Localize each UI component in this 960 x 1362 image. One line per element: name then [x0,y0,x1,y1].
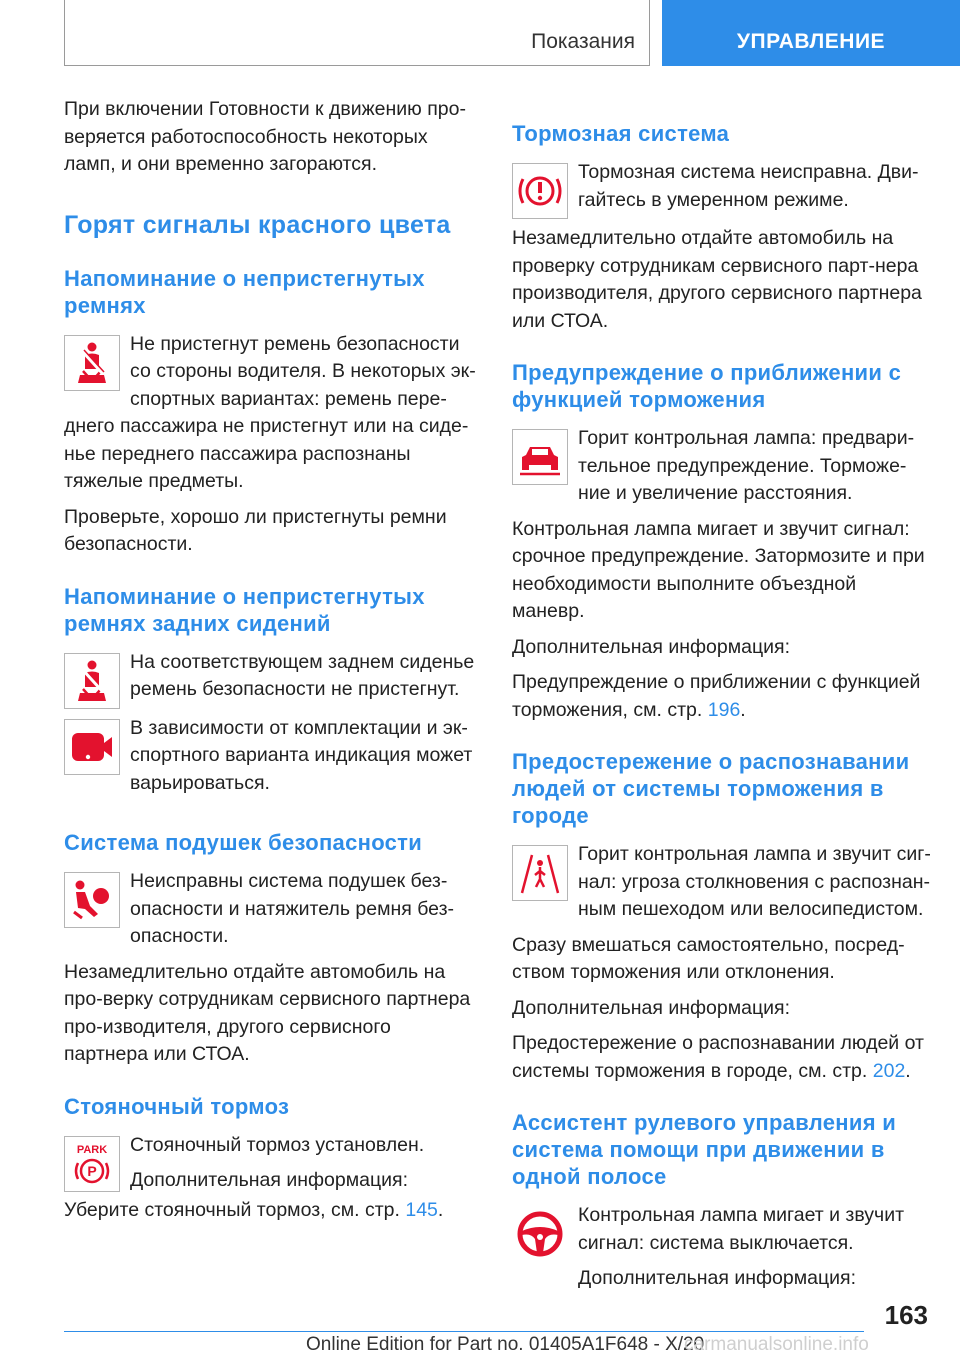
steering-wheel-icon [512,1206,568,1262]
rear-seat-variation-text: В зависимости от комплектации и эк-спортного варианта индикация может варьироваться. [130,716,473,794]
collision-page-link[interactable]: 196 [707,698,741,721]
seatbelt-heading: Напоминание о непристегнутых ремнях [64,265,425,318]
parking-ref-period: . [437,1198,444,1221]
rear-seatbelt-text: На соответствующем заднем сиденье ремень безопасности не пристегнут. [130,650,475,700]
collision-ref-period: . [740,698,746,721]
steering-text: Контрольная лампа мигает и звучит сигнал: система выключается. [578,1204,905,1254]
collision-more-info: Дополнительная информация: [512,635,791,658]
header-chapter-tab[interactable] [662,0,960,66]
seatbelt-warning [64,331,478,504]
header-section-title: Показания [531,30,635,53]
rear-seatbelt-heading: Напоминание о непристегнутых ремнях задних сидений [64,583,425,636]
airbag-text: Неисправны система подушек без-опасности и натяжитель ремня без-опасности. [130,870,455,947]
pedestrian-more-info: Дополнительная информация: [512,996,791,1019]
footer-edition: Online Edition for Part no. 01405A1F648 - X/20 [306,1334,705,1355]
parking-brake-icon [64,1136,120,1192]
airbag-heading: Система подушек безопасности [64,830,423,855]
steering-warning [512,1202,932,1301]
airbag-icon [64,872,120,928]
parking-ref-text: Уберите стояночный тормоз, см. стр. [64,1198,400,1221]
parking-brake-warning [64,1132,478,1203]
pedestrian-text-2: Сразу вмешаться самостоятельно, посред-ством торможения или отклонения. [512,933,905,983]
brake-text: Тормозная система неисправна. Дви-гайтесь в умеренном режиме. [578,161,919,211]
brake-action-text: Незамедлительно отдайте автомобиль на проверку сотрудникам сервисного парт-нера производителя, другого сервисного партнера или СТОА. [512,227,922,332]
parking-page-link[interactable]: 145 [405,1198,438,1221]
parking-ref [64,1197,478,1225]
steering-heading: Ассистент рулевого управления и система помощи при движении в одной полосе [512,1110,897,1189]
rear-seatbelt-warning [64,649,478,715]
pedestrian-warning [512,841,932,932]
pedestrian-heading: Предостережение о распознавании людей от системы торможения в городе [512,749,910,828]
airbag-warning [64,868,478,959]
pedestrian-icon [512,845,568,901]
collision-car-icon [512,429,568,485]
steering-more-info: Дополнительная информация: [578,1267,857,1289]
parking-brake-text: Стояночный тормоз установлен. [130,1133,425,1156]
header-section-box [64,0,650,66]
collision-ref-text: Предупреждение о приближении с функцией торможения, см. стр. [512,671,921,721]
seatbelt-icon [64,335,120,391]
svg-text:P: P [87,1162,97,1179]
brake-icon [512,163,568,219]
rear-seat-indicator-warning [64,715,478,806]
pedestrian-page-link[interactable]: 202 [872,1059,906,1082]
brake-heading: Тормозная система [512,121,730,146]
rear-seat-indicator-icon [64,719,120,775]
pedestrian-ref [512,1030,932,1085]
intro-text: При включении Готовности к движению про-веряется работоспособность некоторых ламп, и они временно загораются. [64,98,466,175]
seatbelt-text: Не пристегнут ремень безопасности со стороны водителя. В некоторых эк-спортных вариантах: ремень пере-днего пассажира не пристегнут или на сиде-нье переднего пассажира распознаны тяжелые предметы. [64,332,476,492]
airbag-action-text: Незамедлительно отдайте автомобиль на про-верку сотрудникам сервисного партнера про-изводителя, другого сервисного партнера или СТОА. [64,960,471,1065]
page-number: 163 [884,1300,928,1330]
parking-more-info: Дополнительная информация: [130,1169,409,1191]
pedestrian-ref-text: Предостережение о распознавании людей от системы торможения в городе, см. стр. [512,1032,924,1082]
parking-brake-heading: Стояночный тормоз [64,1093,290,1119]
left-column [64,96,478,1232]
seatbelt-check-text: Проверьте, хорошо ли пристегнуты ремни безопасности. [64,505,447,555]
collision-text-2: Контрольная лампа мигает и звучит сигнал: срочное предупреждение. Затормозите и при необходимости выполните объездной маневр. [512,517,925,622]
collision-ref [512,669,932,724]
park-label: PARK [76,1143,108,1156]
right-column [512,96,932,1301]
collision-heading: Предупреждение о приближении с функцией торможения [512,360,902,412]
collision-warning [512,425,932,516]
footer-watermark: carmanualsonline.info [684,1334,869,1355]
rear-seatbelt-icon [64,653,120,709]
header-chapter-title: УПРАВЛЕНИЕ [736,30,886,53]
pedestrian-ref-period: . [905,1059,911,1082]
red-signals-heading: Горят сигналы красного цвета [64,210,451,239]
footer-divider [64,1331,864,1332]
pedestrian-text: Горит контрольная лампа и звучит сиг-нал: угроза столкновения с распознан-ным пешеходом или велосипедистом. [578,843,931,920]
collision-text: Горит контрольная лампа: предвари-тельное предупреждение. Торможе-ние и увеличение расстояния. [578,427,915,504]
brake-warning [512,159,932,225]
